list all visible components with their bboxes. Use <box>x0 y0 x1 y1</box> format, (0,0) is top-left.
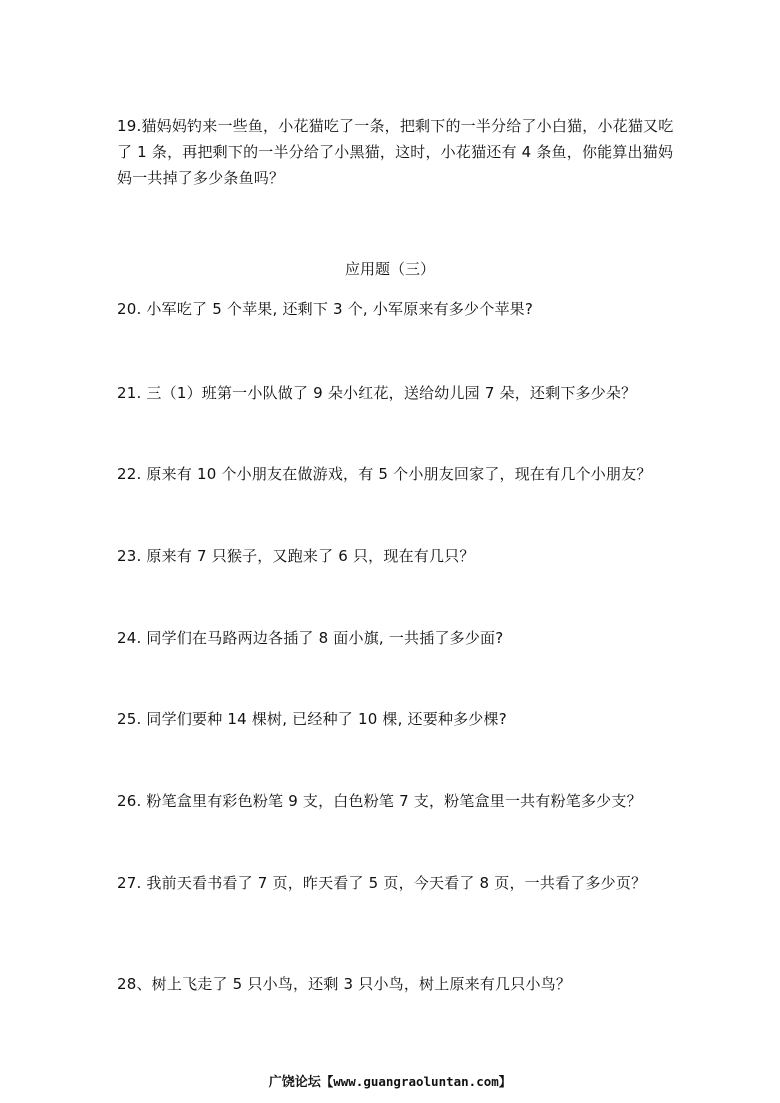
question-24: 24. 同学们在马路两边各插了 8 面小旗, 一共插了多少面? <box>117 629 504 647</box>
footer-url[interactable]: 【www.guangraoluntan.com】 <box>320 1074 512 1089</box>
question-21: 21. 三（1）班第一小队做了 9 朵小红花，送给幼儿园 7 朵，还剩下多少朵？ <box>117 384 637 402</box>
question-20: 20. 小军吃了 5 个苹果, 还剩下 3 个, 小军原来有多少个苹果? <box>117 300 534 318</box>
question-22: 22. 原来有 10 个小朋友在做游戏，有 5 个小朋友回家了，现在有几个小朋友？ <box>117 465 652 483</box>
section-title: 应用题（三） <box>344 260 435 278</box>
question-25: 25. 同学们要种 14 棵树, 已经种了 10 棵, 还要种多少棵? <box>117 710 507 728</box>
footer-label: 广饶论坛 <box>268 1075 321 1090</box>
question-27: 27. 我前天看书看了 7 页，昨天看了 5 页，今天看了 8 页，一共看了多少页？ <box>117 874 647 892</box>
question-23: 23. 原来有 7 只猴子，又跑来了 6 只，现在有几只？ <box>117 547 475 565</box>
question-26: 26. 粉笔盒里有彩色粉笔 9 支，白色粉笔 7 支，粉笔盒里一共有粉笔多少支？ <box>117 792 642 810</box>
question-28: 28、树上飞走了 5 只小鸟，还剩 3 只小鸟，树上原来有几只小鸟？ <box>117 975 572 993</box>
footer <box>0 1073 780 1092</box>
question-19: 19.猫妈妈钓来一些鱼，小花猫吃了一条，把剩下的一半分给了小白猫，小花猫又吃了 1 条，再把剩下的一半分给了小黑猫，这时，小花猫还有 4 条鱼，你能算出猫妈妈一共掉了多少条鱼吗？ <box>117 117 674 187</box>
